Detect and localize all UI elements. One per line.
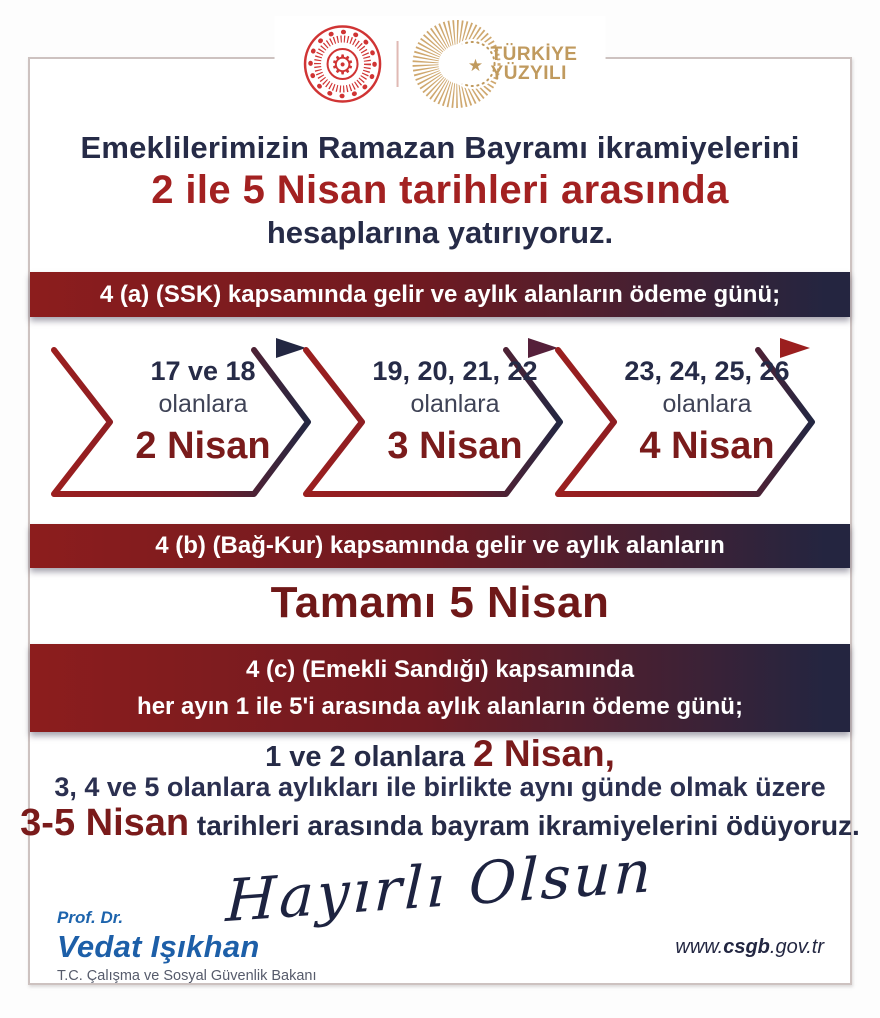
title-line-2: 2 ile 5 Nisan tarihleri arasında — [151, 168, 729, 212]
minister-title: Prof. Dr. — [57, 908, 124, 927]
minister-role: T.C. Çalışma ve Sosyal Güvenlik Bakanı — [57, 968, 317, 984]
section-c-line1 — [0, 733, 880, 775]
title-line-3: hesaplarına yatırıyoruz. — [266, 215, 614, 250]
minister-block — [57, 908, 317, 984]
svg-text:⚙: ⚙ — [330, 50, 355, 80]
step-pay-date: 4 Nisan — [639, 425, 775, 467]
title-line-1: Emeklilerimizin Ramazan Bayramı ikramiyelerini — [80, 130, 800, 165]
payment-steps — [42, 334, 838, 506]
banner-4a-ssk: 4 (a) (SSK) kapsamında gelir ve aylık alanların ödeme günü; — [30, 272, 850, 317]
step-text — [100, 356, 306, 468]
turkiye-yuzyili-logo — [413, 18, 578, 110]
payment-step-2 — [294, 334, 584, 506]
section-c-line3 — [0, 802, 880, 845]
ministry-seal-icon — [303, 24, 383, 104]
ty-line1: TÜRKİYE — [490, 43, 578, 65]
step-text — [604, 356, 810, 468]
logo-divider — [397, 41, 399, 87]
step-text — [352, 356, 558, 468]
section-c-line2: 3, 4 ve 5 olanlara aylıkları ile birlikte aynı günde olmak üzere — [54, 772, 826, 802]
step-label: olanlara — [662, 390, 752, 418]
banner-4c-line2: her ayın 1 ile 5'i arasında aylık alanların ödeme günü; — [137, 693, 743, 720]
banner-4c-line1: 4 (c) (Emekli Sandığı) kapsamında — [245, 656, 635, 683]
section-b-highlight: Tamamı 5 Nisan — [270, 578, 610, 627]
turkiye-yuzyili-wordmark — [491, 45, 578, 84]
step-dates: 23, 24, 25, 26 — [624, 356, 790, 386]
signature-hayirli-olsun: Hayırlı Olsun — [224, 836, 656, 936]
payment-step-1 — [42, 334, 332, 506]
website-prefix: www. — [675, 936, 724, 958]
svg-text:★: ★ — [467, 56, 484, 75]
step-dates: 19, 20, 21, 22 — [372, 356, 538, 386]
banner-4b-bagkur: 4 (b) (Bağ-Kur) kapsamında gelir ve aylık alanların — [30, 524, 850, 568]
website-suffix: .gov.tr — [769, 936, 824, 958]
section-c-line1-highlight: 2 Nisan, — [473, 733, 615, 774]
section-c-line1-normal: 1 ve 2 olanlara — [265, 741, 474, 773]
banner-4c-emekli-sandigi — [30, 644, 850, 732]
section-c-line3-highlight: 3-5 Nisan — [20, 802, 190, 844]
website-url — [675, 936, 824, 959]
section-c-line3-normal: tarihleri arasında bayram ikramiyelerini ödüyoruz. — [189, 810, 860, 841]
step-pay-date: 2 Nisan — [135, 425, 271, 467]
payment-step-3 — [546, 334, 836, 506]
step-label: olanlara — [158, 390, 248, 418]
website-bold: csgb — [723, 936, 770, 958]
step-dates: 17 ve 18 — [150, 356, 256, 386]
ty-line2: YÜZYILI — [490, 63, 567, 84]
minister-name: Vedat Işıkhan — [57, 929, 260, 964]
step-pay-date: 3 Nisan — [387, 425, 523, 467]
logo-row — [275, 16, 606, 112]
step-label: olanlara — [410, 390, 500, 418]
